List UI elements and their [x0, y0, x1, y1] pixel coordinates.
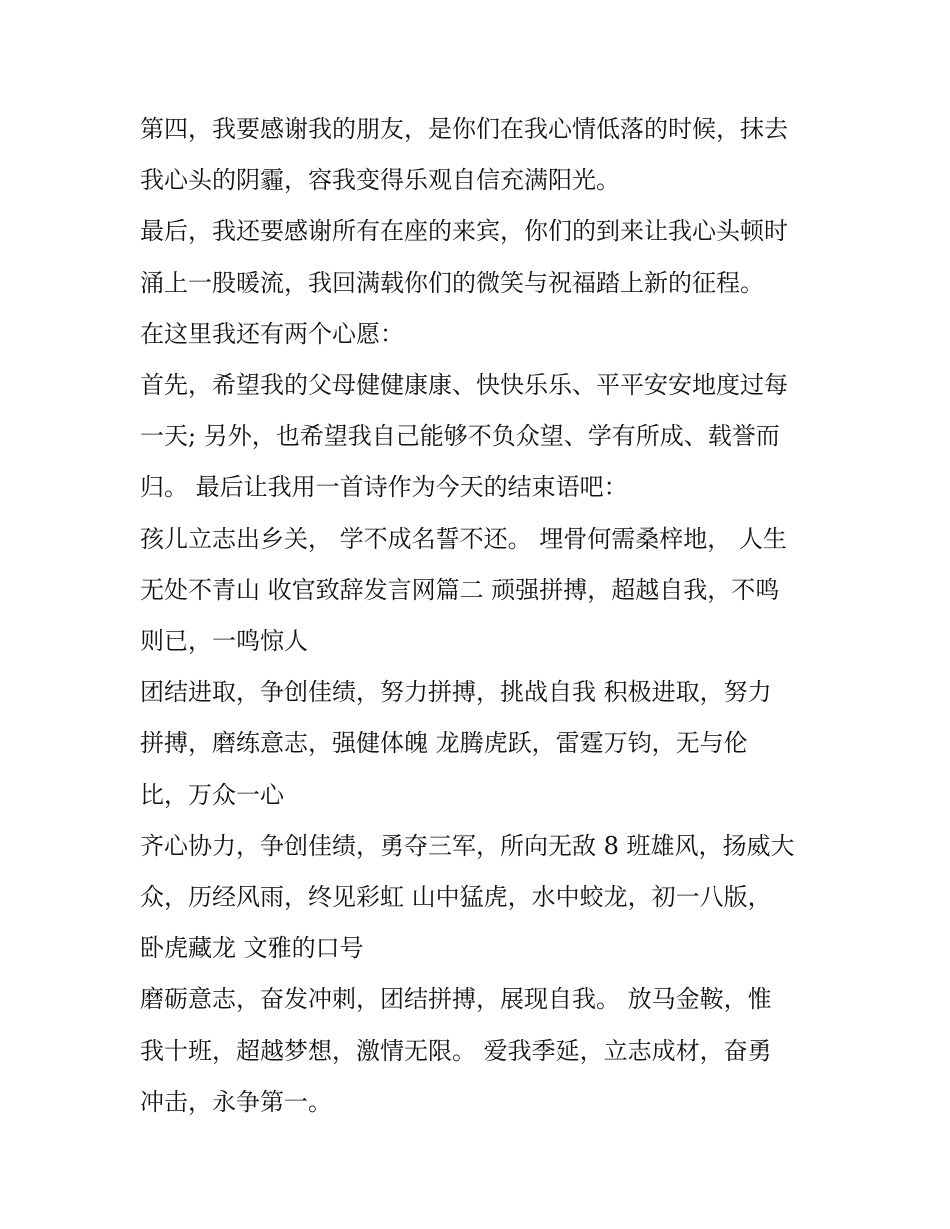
- paragraph-wishes-intro: [140, 309, 812, 360]
- text-line: 涌上一股暖流，我回满载你们的微笑与祝福踏上新的征程。: [140, 268, 764, 297]
- paragraph-thanks-guests: [140, 206, 812, 308]
- paragraph-wishes: [140, 360, 812, 514]
- text-line: 最后，我还要感谢所有在座的来宾，你们的到来让我心头顿时: [140, 217, 788, 246]
- text-line: 则已，一鸣惊人: [140, 627, 308, 656]
- paragraph-slogans-3: [140, 974, 812, 1128]
- text-line: 团结进取，争创佳绩，努力拼搏，挑战自我 积极进取，努力: [140, 678, 772, 707]
- text-line: 齐心协力，争创佳绩，勇夺三军，所向无敌 8 班雄风，扬威大: [140, 831, 795, 860]
- text-line: 第四，我要感谢我的朋友，是你们在我心情低落的时候，抹去: [140, 115, 788, 143]
- paragraph-slogans-1: [140, 667, 812, 821]
- text-line: 比，万众一心: [140, 780, 284, 809]
- text-line: 我十班，超越梦想，激情无限。 爱我季延，立志成材，奋勇: [140, 1036, 772, 1065]
- text-line: 无处不青山 收官致辞发言网篇二 顽强拼搏，超越自我，不鸣: [140, 575, 780, 604]
- text-line: 我心头的阴霾，容我变得乐观自信充满阳光。: [140, 166, 620, 195]
- text-line: 归。 最后让我用一首诗作为今天的结束语吧：: [140, 473, 628, 502]
- text-line: 磨砺意志，奋发冲刺，团结拼搏，展现自我。 放马金鞍，惟: [140, 985, 772, 1014]
- text-line: 在这里我还有两个心愿：: [140, 319, 404, 348]
- text-line: 孩儿立志出乡关， 学不成名誓不还。 埋骨何需桑梓地， 人生: [140, 524, 787, 553]
- text-line: 冲击，永争第一。: [140, 1087, 332, 1116]
- paragraph-thanks-friends: [140, 104, 812, 206]
- text-line: 拼搏，磨练意志，强健体魄 龙腾虎跃，雷霆万钧，无与伦: [140, 729, 748, 758]
- text-line: 一天; 另外，也希望我自己能够不负众望、学有所成、载誉而: [140, 422, 780, 451]
- text-line: 首先，希望我的父母健健康康、快快乐乐、平平安安地度过每: [140, 371, 788, 400]
- document-body: [140, 104, 812, 1128]
- paragraph-slogans-2: [140, 821, 812, 975]
- paragraph-poem: [140, 514, 812, 668]
- text-line: 卧虎藏龙 文雅的口号: [140, 934, 364, 963]
- text-line: 众，历经风雨，终见彩虹 山中猛虎，水中蛟龙，初一八版，: [140, 883, 772, 912]
